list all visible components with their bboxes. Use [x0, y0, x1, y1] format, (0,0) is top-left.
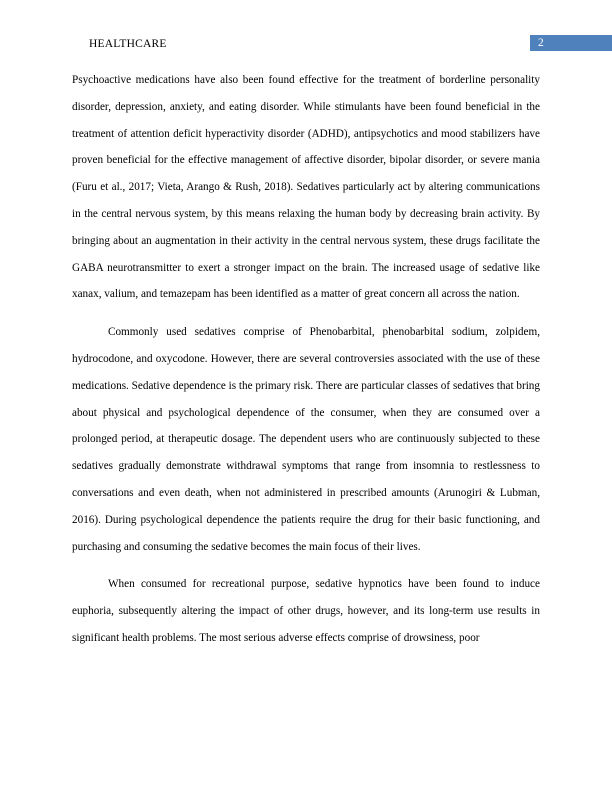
paragraph-2: Commonly used sedatives comprise of Phenobarbital, phenobarbital sodium, zolpidem, hydrocodone, and oxycodone. However, there are several controversies associated with the use of these medications. Sedative dependence is the primary risk. There are particular classes of sedatives that bring about physical and psychological dependence of the consumer, when they are consumed over a prolonged period, at therapeutic dosage. The dependent users who are continuously subjected to these sedatives gradually demonstrate withdrawal symptoms that range from insomnia to restlessness to conversations and even death, when not administered in prescribed amounts (Arunogiri & Lubman, 2016). During psychological dependence the patients require the drug for their basic functioning, and purchasing and consuming the sedative becomes the main focus of their lives. — [72, 326, 540, 553]
paragraph-3: When consumed for recreational purpose, sedative hypnotics have been found to induce euphoria, subsequently altering the impact of other drugs, however, and its long-term use results in significant health problems. The most serious adverse effects comprise of drowsiness, poor — [72, 578, 540, 644]
page-number-band — [530, 35, 612, 51]
page-number: 2 — [538, 37, 544, 49]
document-body — [72, 67, 540, 663]
paragraph-1: Psychoactive medications have also been found effective for the treatment of borderline personality disorder, depression, anxiety, and eating disorder. While stimulants have been found beneficial in the treatment of attention deficit hyperactivity disorder (ADHD), antipsychotics and mood stabilizers have proven beneficial for the effective management of affective disorder, bipolar disorder, or severe mania (Furu et al., 2017; Vieta, Arango & Rush, 2018). Sedatives particularly act by altering communications in the central nervous system, by this means relaxing the human body by decreasing brain activity. By bringing about an augmentation in their activity in the central nervous system, these drugs facilitate the GABA neurotransmitter to exert a stronger impact on the brain. The increased usage of sedative like xanax, valium, and temazepam has been identified as a matter of great concern all across the nation. — [72, 74, 540, 301]
running-header-title: HEALTHCARE — [89, 38, 167, 50]
